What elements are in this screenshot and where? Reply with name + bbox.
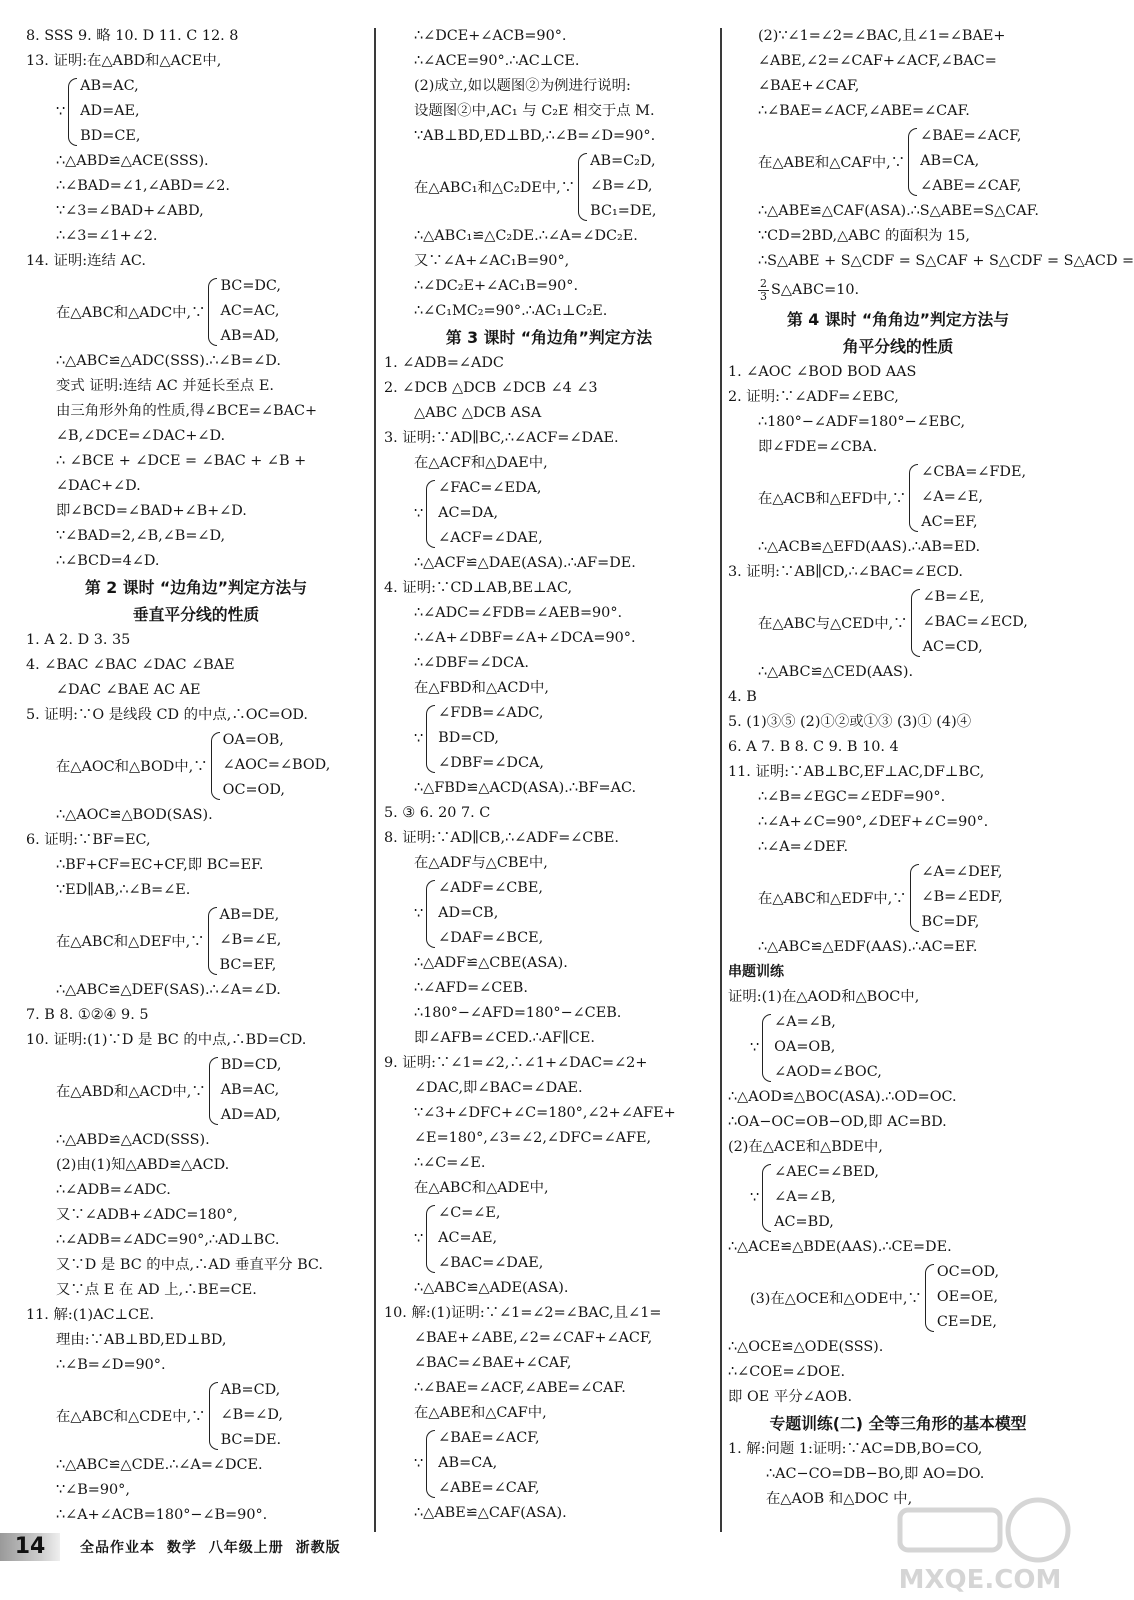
answer-line: (2)∵∠1=∠2=∠BAC,且∠1=∠BAE+: [758, 28, 1006, 44]
section-heading: 垂直平分线的性质: [132, 605, 260, 624]
left-brace: [910, 864, 919, 932]
answer-line: ∴∠BAE=∠ACF,∠ABE=∠CAF.: [414, 1380, 626, 1396]
answer-line: ∵ED∥AB,∴∠B=∠E.: [56, 882, 191, 898]
left-brace: [426, 1205, 435, 1273]
system-label: (3)在△OCE和△ODE中,∵: [750, 1291, 922, 1307]
left-brace: [762, 1164, 771, 1232]
answer-line: ∴△ABC≌△CDE.∴∠A=∠DCE.: [56, 1457, 263, 1473]
system-label: 在△ABE和△CAF中,∵: [758, 155, 906, 171]
equation-system: [728, 460, 1068, 535]
answer-line: (2)由(1)知△ABD≌△ACD.: [56, 1157, 230, 1173]
answer-line: ∵∠3+∠DFC+∠C=180°,∠2+∠AFE+: [414, 1105, 676, 1121]
left-brace: [426, 480, 435, 548]
answer-line: ∴∠DBF=∠DCA.: [414, 655, 529, 671]
answer-line: ∴∠C=∠E.: [414, 1155, 486, 1171]
answer-line: 1. ∠ADB=∠ADC: [384, 355, 504, 371]
answer-line: ∴△AOC≌△BOD(SAS).: [56, 807, 213, 823]
answer-column-2: [384, 24, 714, 1526]
answer-line: ∴△ABD≌△ACD(SSS).: [56, 1132, 210, 1148]
answer-line: 9. 证明:∵∠1=∠2,∴∠1+∠DAC=∠2+: [384, 1055, 648, 1071]
answer-line: ∴∠C₁MC₂=90°.∴AC₁⊥C₂E.: [414, 303, 608, 319]
system-condition: AB=AC,: [220, 1082, 280, 1098]
system-condition: ∠AOD=∠BOC,: [774, 1064, 882, 1080]
answer-line: ∴∠BAE=∠ACF,∠ABE=∠CAF.: [758, 103, 970, 119]
answer-line: 又∵∠ADB+∠ADC=180°,: [56, 1207, 238, 1223]
system-condition: AB=CA,: [920, 153, 980, 169]
system-condition: AB=DE,: [219, 907, 280, 923]
answer-line: 1. 解:问题 1:证明:∵AC=DB,BO=CO,: [728, 1441, 983, 1457]
answer-line: ∵AB⊥BD,ED⊥BD,∴∠B=∠D=90°.: [414, 128, 656, 144]
answer-line: ∴∠BCD=4∠D.: [56, 553, 160, 569]
system-conditions: [937, 1260, 999, 1335]
equation-system: [384, 701, 714, 776]
system-condition: ∠C=∠E,: [438, 1205, 501, 1221]
system-conditions: [223, 728, 331, 803]
system-condition: AC=DA,: [438, 505, 499, 521]
system-condition: BD=CE,: [80, 128, 141, 144]
equation-system: [26, 74, 366, 149]
answer-line: 又∵D 是 BC 的中点,∴AD 垂直平分 BC.: [56, 1257, 323, 1273]
system-conditions: [221, 1378, 283, 1453]
answer-line: ∴∠BAD=∠1,∠ABD=∠2.: [56, 178, 230, 194]
system-condition: BD=CD,: [438, 730, 499, 746]
answer-line: ∠DAC ∠BAE AC AE: [56, 682, 201, 698]
system-condition: AC=EF,: [921, 514, 978, 530]
answer-line: ∴OA−OC=OB−OD,即 AC=BD.: [728, 1114, 947, 1130]
system-condition: ∠AEC=∠BED,: [774, 1164, 879, 1180]
answer-line: 8. 证明:∵AD∥CB,∴∠ADF=∠CBE.: [384, 830, 619, 846]
system-label: 在△ABC和△DEF中,∵: [56, 934, 205, 950]
system-condition: AD=CB,: [438, 905, 499, 921]
fraction-line: [728, 274, 1068, 306]
answer-line: 8. SSS 9. 略 10. D 11. C 12. 8: [26, 28, 239, 44]
answer-line: 在△FBD和△ACD中,: [414, 680, 549, 696]
answer-line: ∴180°−∠AFD=180°−∠CEB.: [414, 1005, 622, 1021]
system-label: ∵: [414, 730, 424, 747]
system-label: ∵: [56, 103, 66, 120]
system-condition: OC=OD,: [936, 1264, 1000, 1280]
watermark-logo: [880, 1488, 1080, 1598]
left-brace: [211, 732, 220, 800]
system-conditions: [438, 701, 544, 776]
left-brace: [208, 907, 217, 975]
system-label: ∵: [750, 1039, 760, 1056]
system-condition: ∠DAF=∠BCE,: [438, 930, 544, 946]
system-condition: ∠ADF=∠CBE,: [438, 880, 543, 896]
answer-line: 证明:(1)在△AOD和△BOC中,: [728, 989, 920, 1005]
answer-line: 2. ∠DCB △DCB ∠DCB ∠4 ∠3: [384, 380, 598, 396]
answer-line: 6. A 7. B 8. C 9. B 10. 4: [728, 739, 899, 755]
column-divider-2: [720, 28, 722, 1532]
system-condition: ∠A=∠B,: [774, 1014, 836, 1030]
system-condition: AB=CA,: [438, 1455, 498, 1471]
answer-line: ∴△ACB≌△EFD(AAS).∴AB=ED.: [758, 539, 981, 555]
answer-line: ∠ABE,∠2=∠CAF+∠ACF,∠BAC=: [758, 53, 997, 69]
equation-system: [26, 903, 366, 978]
answer-line: ∴∠ADB=∠ADC.: [56, 1182, 171, 1198]
answer-line: ∴∠AFD=∠CEB.: [414, 980, 528, 996]
answer-line: ∴∠A+∠C=90°,∠DEF+∠C=90°.: [758, 814, 989, 830]
system-condition: CE=DE,: [936, 1314, 998, 1330]
equation-system: [384, 876, 714, 951]
answer-line: 4. ∠BAC ∠BAC ∠DAC ∠BAE: [26, 657, 235, 673]
left-brace: [911, 589, 920, 657]
answer-line: ∴180°−∠ADF=180°−∠EBC,: [758, 414, 966, 430]
system-label: ∵: [414, 505, 424, 522]
system-condition: AC=AC,: [220, 303, 280, 319]
answer-line: ∵∠B=90°,: [56, 1482, 130, 1498]
answer-line: ∴∠A=∠DEF.: [758, 839, 849, 855]
answer-line: ∠DAC,即∠BAC=∠DAE.: [414, 1080, 583, 1096]
section-heading: 第 4 课时 “角角边”判定方法与: [786, 310, 1010, 329]
answer-line: ∴S△ABE + S△CDF = S△CAF + S△CDF = S△ACD =: [758, 253, 1134, 269]
answer-line: 14. 证明:连结 AC.: [26, 253, 146, 269]
answer-line: ∠B,∠DCE=∠DAC+∠D.: [56, 428, 226, 444]
system-condition: ∠BAE=∠ACF,: [920, 128, 1022, 144]
system-conditions: [221, 1053, 282, 1128]
left-brace: [208, 278, 217, 346]
system-label: 在△ABC和△ADC中,∵: [56, 305, 206, 321]
answer-line: ∴△ABC≌△ADE(ASA).: [414, 1280, 569, 1296]
system-label: 在△AOC和△BOD中,∵: [56, 759, 208, 775]
watermark-text: MXQE.COM: [898, 1565, 1062, 1595]
system-label: 在△ABC和△CDE中,∵: [56, 1409, 206, 1425]
system-condition: BC=DE.: [220, 1432, 282, 1448]
system-conditions: [590, 149, 656, 224]
answer-line: 10. 解:(1)证明:∵∠1=∠2=∠BAC,且∠1=: [384, 1305, 662, 1321]
section-heading: 角平分线的性质: [842, 337, 954, 356]
system-conditions: [80, 74, 140, 149]
system-label: 在△ACB和△EFD中,∵: [758, 491, 907, 507]
answer-line: ∴∠ADB=∠ADC=90°,∴AD⊥BC.: [56, 1232, 280, 1248]
system-condition: ∠A=∠DEF,: [921, 864, 1003, 880]
fraction: [758, 278, 769, 303]
equation-system: [26, 1378, 366, 1453]
answer-line: ∴ ∠BCE + ∠DCE = ∠BAC + ∠B +: [56, 453, 307, 469]
system-condition: ∠BAC=∠ECD,: [922, 614, 1028, 630]
answer-line: ∴∠DCE+∠ACB=90°.: [414, 28, 567, 44]
equation-system: [384, 149, 714, 224]
left-brace: [762, 1014, 771, 1082]
answer-line: ∴△ABE≌△CAF(ASA).: [414, 1505, 567, 1521]
answer-line: 10. 证明:(1)∵D 是 BC 的中点,∴BD=CD.: [26, 1032, 307, 1048]
equation-system: [26, 728, 366, 803]
equation-system: [384, 1426, 714, 1501]
answer-line: ∴∠B=∠D=90°.: [56, 1357, 166, 1373]
answer-line: ∴△FBD≌△ACD(ASA).∴BF=AC.: [414, 780, 637, 796]
answer-line: 5. ③ 6. 20 7. C: [384, 805, 491, 821]
answer-line: ∴△ABE≌△CAF(ASA).∴S△ABE=S△CAF.: [758, 203, 1039, 219]
answer-line: 在△ADF与△CBE中,: [414, 855, 548, 871]
system-condition: ∠FDB=∠ADC,: [438, 705, 544, 721]
left-brace: [209, 1382, 218, 1450]
section-heading: 第 2 课时 “边角边”判定方法与: [84, 578, 308, 597]
system-label: 在△ABC和△EDF中,∵: [758, 891, 907, 907]
answer-line: 5. (1)③⑤ (2)①②或①③ (3)① (4)④: [728, 714, 972, 730]
answer-line: 3. 证明:∵AB∥CD,∴∠BAC=∠ECD.: [728, 564, 963, 580]
system-condition: ∠B=∠E,: [219, 932, 282, 948]
equation-system: [728, 1160, 1068, 1235]
answer-line: ∴∠ACE=90°.∴AC⊥CE.: [414, 53, 580, 69]
left-brace: [925, 1264, 934, 1332]
system-conditions: [220, 274, 281, 349]
system-condition: AC=BD,: [774, 1214, 834, 1230]
system-condition: BC=DF,: [921, 914, 980, 930]
left-brace: [68, 78, 77, 146]
answer-line: ∴∠COE=∠DOE.: [728, 1364, 846, 1380]
system-condition: AB=C₂D,: [590, 153, 656, 169]
answer-line: 理由:∵AB⊥BD,ED⊥BD,: [56, 1332, 227, 1348]
answer-line: 在△ABC和△ADE中,: [414, 1180, 549, 1196]
page-number: 14: [0, 1533, 60, 1561]
system-condition: AD=AE,: [80, 103, 140, 119]
left-brace: [908, 128, 917, 196]
answer-line: 2. 证明:∵∠ADF=∠EBC,: [728, 389, 899, 405]
answer-line: 即 OE 平分∠AOB.: [728, 1389, 853, 1405]
answer-line: 设题图②中,AC₁ 与 C₂E 相交于点 M.: [414, 103, 655, 119]
system-condition: ∠A=∠E,: [921, 489, 983, 505]
system-condition: AC=CD,: [922, 639, 983, 655]
equation-system: [728, 1010, 1068, 1085]
answer-line: 即∠BCD=∠BAD+∠B+∠D.: [56, 503, 247, 519]
equation-system: [26, 274, 366, 349]
answer-line: ∴△AOD≌△BOC(ASA).∴OD=OC.: [728, 1089, 957, 1105]
answer-line: △ABC △DCB ASA: [414, 405, 542, 421]
system-condition: AB=CD,: [220, 1382, 281, 1398]
answer-line: 1. A 2. D 3. 35: [26, 632, 131, 648]
left-brace: [426, 705, 435, 773]
answer-line: ∴AC−CO=DB−BO,即 AO=DO.: [766, 1466, 985, 1482]
system-label: ∵: [414, 1455, 424, 1472]
answer-column-3: [728, 24, 1134, 1512]
left-brace: [209, 1057, 218, 1125]
answer-line: ∴△ABC≌△EDF(AAS).∴AC=EF.: [758, 939, 978, 955]
answer-line: 4. 证明:∵CD⊥AB,BE⊥AC,: [384, 580, 573, 596]
answer-line: ∴∠DC₂E+∠AC₁B=90°.: [414, 278, 579, 294]
left-brace: [909, 464, 918, 532]
answer-line: 在△ACF和△DAE中,: [414, 455, 548, 471]
answer-line: ∴△ABC≌△DEF(SAS).∴∠A=∠D.: [56, 982, 281, 998]
answer-line: ∠BAE+∠ABE,∠2=∠CAF+∠ACF,: [414, 1330, 653, 1346]
left-brace: [426, 880, 435, 948]
answer-line: 由三角形外角的性质,得∠BCE=∠BAC+: [56, 403, 318, 419]
system-condition: ∠B=∠D,: [590, 178, 653, 194]
system-conditions: [922, 860, 1003, 935]
answer-line: ∴∠A+∠ACB=180°−∠B=90°.: [56, 1507, 268, 1523]
system-condition: ∠AOC=∠BOD,: [222, 757, 331, 773]
system-label: 在△ABC与△CED中,∵: [758, 616, 908, 632]
fraction-denominator: 3: [760, 289, 767, 303]
system-condition: OA=OB,: [222, 732, 284, 748]
system-label: ∵: [414, 1230, 424, 1247]
answer-line: 11. 解:(1)AC⊥CE.: [26, 1307, 155, 1323]
system-condition: ∠ACF=∠DAE,: [438, 530, 543, 546]
book-title: 全品作业本 数学 八年级上册 浙教版: [80, 1540, 341, 1556]
answer-line: 3. 证明:∵AD∥BC,∴∠ACF=∠DAE.: [384, 430, 619, 446]
answer-line: ∵∠3=∠BAD+∠ABD,: [56, 203, 204, 219]
equation-system: [728, 860, 1068, 935]
page-footer: [0, 1530, 420, 1564]
system-condition: ∠B=∠EDF,: [921, 889, 1003, 905]
answer-line: 11. 证明:∵AB⊥BC,EF⊥AC,DF⊥BC,: [728, 764, 985, 780]
system-conditions: [921, 460, 1026, 535]
answer-line: 4. B: [728, 689, 757, 705]
equation-system: [728, 124, 1068, 199]
equation-system: [384, 1201, 714, 1276]
system-condition: AB=AC,: [80, 78, 139, 94]
answer-line: 7. B 8. ①②④ 9. 5: [26, 1007, 149, 1023]
answer-line: 又∵点 E 在 AD 上,∴BE=CE.: [56, 1282, 257, 1298]
fraction-numerator: 2: [760, 276, 767, 290]
answer-line: (2)成立,如以题图②为例进行说明:: [414, 78, 631, 94]
system-conditions: [438, 1426, 539, 1501]
answer-line: ∴∠A+∠DBF=∠A+∠DCA=90°.: [414, 630, 636, 646]
system-condition: BC=DC,: [220, 278, 281, 294]
answer-line: 又∵∠A+∠AC₁B=90°,: [414, 253, 570, 269]
fraction-rest: S△ABC=10.: [771, 282, 860, 298]
system-condition: AC=AE,: [438, 1230, 498, 1246]
answer-line: ∠BAC=∠BAE+∠CAF,: [414, 1355, 572, 1371]
system-conditions: [220, 903, 282, 978]
answer-line: ∵CD=2BD,△ABC 的面积为 15,: [758, 228, 971, 244]
answer-line: ∴△ACE≌△BDE(AAS).∴CE=DE.: [728, 1239, 952, 1255]
system-condition: ∠FAC=∠EDA,: [438, 480, 542, 496]
answer-line: 13. 证明:在△ABD和△ACE中,: [26, 53, 222, 69]
answer-column-1: [26, 24, 366, 1528]
system-condition: ∠BAC=∠DAE,: [438, 1255, 544, 1271]
system-condition: AB=AD,: [220, 328, 280, 344]
left-brace: [578, 153, 587, 221]
subsection-heading: 串题训练: [728, 964, 784, 980]
equation-system: [728, 585, 1068, 660]
answer-line: 5. 证明:∵O 是线段 CD 的中点,∴OC=OD.: [26, 707, 308, 723]
answer-line: ∴△ABC≌△CED(AAS).: [758, 664, 914, 680]
answer-line: ∠BAE+∠CAF,: [758, 78, 860, 94]
system-condition: ∠ABE=∠CAF,: [438, 1480, 540, 1496]
system-condition: ∠CBA=∠FDE,: [921, 464, 1027, 480]
system-condition: ∠ABE=∠CAF,: [920, 178, 1022, 194]
answer-line: ∴△ABC≌△ADC(SSS).∴∠B=∠D.: [56, 353, 281, 369]
system-condition: OE=OE,: [936, 1289, 999, 1305]
system-condition: ∠B=∠E,: [922, 589, 985, 605]
left-brace: [426, 1430, 435, 1498]
answer-line: 在△AOB 和△DOC 中,: [766, 1491, 913, 1507]
system-conditions: [438, 1201, 543, 1276]
system-conditions: [774, 1160, 879, 1235]
system-conditions: [923, 585, 1028, 660]
answer-line: (2)在△ACE和△BDE中,: [728, 1139, 883, 1155]
system-label: ∵: [414, 905, 424, 922]
answer-line: ∴△ABC₁≌△C₂DE.∴∠A=∠DC₂E.: [414, 228, 638, 244]
system-label: 在△ABD和△ACD中,∵: [56, 1084, 206, 1100]
system-condition: ∠A=∠B,: [774, 1189, 836, 1205]
equation-system: [26, 1053, 366, 1128]
system-condition: ∠BAE=∠ACF,: [438, 1430, 540, 1446]
system-condition: OA=OB,: [774, 1039, 836, 1055]
answer-line: 6. 证明:∵BF=EC,: [26, 832, 151, 848]
answer-line: ∠DAC+∠D.: [56, 478, 141, 494]
system-condition: ∠DBF=∠DCA,: [438, 755, 544, 771]
system-conditions: [920, 124, 1021, 199]
answer-line: ∴△OCE≌△ODE(SSS).: [728, 1339, 884, 1355]
system-condition: BC₁=DE,: [590, 203, 657, 219]
system-conditions: [438, 476, 543, 551]
equation-system: [384, 476, 714, 551]
answer-line: ∴∠3=∠1+∠2.: [56, 228, 158, 244]
equation-system: [728, 1260, 1068, 1335]
answer-line: 在△ABE和△CAF中,: [414, 1405, 547, 1421]
answer-line: 即∠AFB=∠CED.∴AF∥CE.: [414, 1030, 595, 1046]
system-label: ∵: [750, 1189, 760, 1206]
answer-line: ∠E=180°,∠3=∠2,∠DFC=∠AFE,: [414, 1130, 652, 1146]
section-heading: 第 3 课时 “角边角”判定方法: [445, 328, 653, 347]
system-condition: BC=EF,: [219, 957, 277, 973]
section-heading: 专题训练(二) 全等三角形的基本模型: [769, 1414, 1027, 1433]
answer-line: 变式 证明:连结 AC 并延长至点 E.: [56, 378, 274, 394]
answer-line: ∴∠ADC=∠FDB=∠AEB=90°.: [414, 605, 623, 621]
system-label: 在△ABC₁和△C₂DE中,∵: [414, 180, 576, 196]
system-conditions: [438, 876, 543, 951]
system-condition: AD=AD,: [220, 1107, 281, 1123]
system-conditions: [774, 1010, 882, 1085]
answer-line: ∴∠B=∠EGC=∠EDF=90°.: [758, 789, 946, 805]
answer-line: ∴BF+CF=EC+CF,即 BC=EF.: [56, 857, 264, 873]
column-divider-1: [374, 28, 376, 1532]
answer-line: ∴△ACF≌△DAE(ASA).∴AF=DE.: [414, 555, 636, 571]
answer-line: ∵∠BAD=2,∠B,∠B=∠D,: [56, 528, 226, 544]
system-condition: BD=CD,: [220, 1057, 282, 1073]
answer-line: 即∠FDE=∠CBA.: [758, 439, 878, 455]
answer-line: ∴△ABD≌△ACE(SSS).: [56, 153, 209, 169]
system-condition: ∠B=∠D,: [220, 1407, 283, 1423]
system-condition: OC=OD,: [222, 782, 285, 798]
answer-line: 1. ∠AOC ∠BOD BOD AAS: [728, 364, 917, 380]
answer-line: ∴△ADF≌△CBE(ASA).: [414, 955, 568, 971]
